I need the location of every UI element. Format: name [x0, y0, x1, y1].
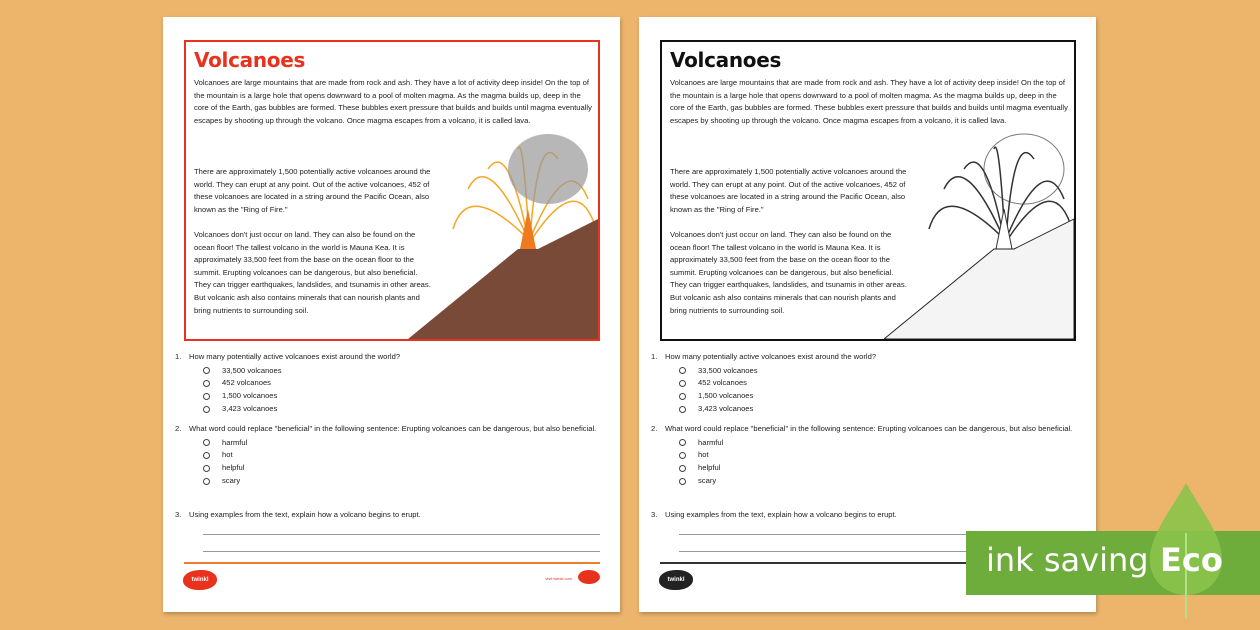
- question-text: How many potentially active volcanoes exist around the world?: [665, 352, 877, 361]
- option-label: scary: [222, 476, 241, 486]
- option-label: helpful: [698, 463, 721, 473]
- option[interactable]: [203, 403, 599, 416]
- option-label: 3,423 volcanoes: [222, 404, 278, 414]
- option[interactable]: [679, 475, 1075, 488]
- radio-button[interactable]: [679, 367, 686, 374]
- option-label: 33,500 volcanoes: [698, 365, 758, 375]
- question-1: [175, 351, 599, 416]
- question-3: [651, 509, 1075, 522]
- option-label: 3,423 volcanoes: [698, 404, 754, 414]
- option[interactable]: [203, 365, 599, 378]
- option-label: 452 volcanoes: [698, 378, 747, 388]
- reading-passage-box: [184, 40, 600, 341]
- worksheet-ink-saving: [639, 17, 1096, 612]
- eco-label: Eco: [1160, 541, 1223, 579]
- option[interactable]: [679, 365, 1075, 378]
- question-number: 2.: [175, 424, 182, 433]
- question-number: 1.: [175, 352, 182, 361]
- radio-button[interactable]: [203, 439, 210, 446]
- twinkl-logo-small: [578, 570, 600, 584]
- radio-button[interactable]: [203, 393, 210, 400]
- option-label: 1,500 volcanoes: [222, 391, 278, 401]
- option[interactable]: [679, 449, 1075, 462]
- radio-button[interactable]: [203, 367, 210, 374]
- twinkl-logo: twinkl: [659, 570, 693, 590]
- question-number: 3.: [651, 510, 658, 519]
- twinkl-logo: twinkl: [183, 570, 217, 590]
- paragraph: There are approximately 1,500 potentially active volcanoes around the world. They can erupt at any point. Out of the active volcanoes, 452 of these volcanoes are located in a string around the Pacific Ocean, also known as the "Ring of Fire.": [194, 167, 431, 214]
- paragraph: There are approximately 1,500 potentially active volcanoes around the world. They can erupt at any point. Out of the active volcanoes, 452 of these volcanoes are located in a string around the Pacific Ocean, also known as the "Ring of Fire.": [670, 167, 907, 214]
- option[interactable]: [203, 390, 599, 403]
- radio-button[interactable]: [203, 452, 210, 459]
- radio-button[interactable]: [679, 380, 686, 387]
- answer-line[interactable]: [203, 534, 600, 535]
- question-2: [651, 423, 1075, 488]
- question-text: Using examples from the text, explain how a volcano begins to erupt.: [665, 510, 897, 519]
- option[interactable]: [679, 437, 1075, 450]
- option[interactable]: [679, 390, 1075, 403]
- option-label: 1,500 volcanoes: [698, 391, 754, 401]
- radio-button[interactable]: [203, 406, 210, 413]
- option-label: hot: [698, 450, 709, 460]
- option-label: helpful: [222, 463, 245, 473]
- question-number: 1.: [651, 352, 658, 361]
- radio-button[interactable]: [203, 380, 210, 387]
- paragraph: Volcanoes are large mountains that are made from rock and ash. They have a lot of activity deep inside! On the top of the mountain is a large hole that opens downward to a pool of molten magma. As the magma builds up, deep in the core of the Earth, gas bubbles are formed. These bubbles exert pressure that builds and builds until magma eventually escapes by shooting up through the volcano. Once magma escapes from a volcano, it is called lava.: [194, 78, 592, 125]
- option[interactable]: [203, 475, 599, 488]
- ink-saving-label: ink saving: [986, 541, 1149, 579]
- option-label: 33,500 volcanoes: [222, 365, 282, 375]
- question-1: [651, 351, 1075, 416]
- question-number: 3.: [175, 510, 182, 519]
- footer-divider: [184, 562, 600, 564]
- option[interactable]: [203, 437, 599, 450]
- option[interactable]: [203, 449, 599, 462]
- volcano-illustration: [884, 109, 1074, 339]
- option-label: harmful: [222, 437, 248, 447]
- radio-button[interactable]: [203, 465, 210, 472]
- site-link: visit twinkl.com: [545, 576, 572, 581]
- option-label: hot: [222, 450, 233, 460]
- radio-button[interactable]: [679, 478, 686, 485]
- paragraph: Volcanoes don't just occur on land. They can also be found on the ocean floor! The tallest volcano in the world is Mauna Kea. It is approximately 33,500 feet from the base on the ocean floor to the summit. Erupting volcanoes can be dangerous, but also beneficial. They can trigger earthquakes, landslides, and tsunamis in other areas. But volcanic ash also contains minerals that can nourish plants and bring nutrients to surrounding soil.: [194, 230, 431, 315]
- volcano-illustration: [408, 109, 598, 339]
- radio-button[interactable]: [679, 406, 686, 413]
- question-text: How many potentially active volcanoes exist around the world?: [189, 352, 401, 361]
- radio-button[interactable]: [679, 465, 686, 472]
- reading-passage-box: [660, 40, 1076, 341]
- radio-button[interactable]: [203, 478, 210, 485]
- option[interactable]: [679, 377, 1075, 390]
- question-text: What word could replace "beneficial" in the following sentence: Erupting volcanoes can be dangerous, but also beneficial.: [665, 424, 1073, 433]
- option[interactable]: [203, 377, 599, 390]
- worksheet-title: Volcanoes: [194, 48, 306, 72]
- worksheet-title: Volcanoes: [670, 48, 782, 72]
- worksheet-color: [163, 17, 620, 612]
- option-label: harmful: [698, 437, 724, 447]
- radio-button[interactable]: [679, 393, 686, 400]
- question-3: [175, 509, 599, 522]
- question-number: 2.: [651, 424, 658, 433]
- option[interactable]: [679, 403, 1075, 416]
- option[interactable]: [203, 462, 599, 475]
- radio-button[interactable]: [679, 439, 686, 446]
- question-text: What word could replace "beneficial" in the following sentence: Erupting volcanoes can be dangerous, but also beneficial.: [189, 424, 597, 433]
- answer-line[interactable]: [203, 551, 600, 552]
- paragraph: Volcanoes don't just occur on land. They can also be found on the ocean floor! The tallest volcano in the world is Mauna Kea. It is approximately 33,500 feet from the base on the ocean floor to the summit. Erupting volcanoes can be dangerous, but also beneficial. They can trigger earthquakes, landslides, and tsunamis in other areas. But volcanic ash also contains minerals that can nourish plants and bring nutrients to surrounding soil.: [670, 230, 907, 315]
- option-label: scary: [698, 476, 717, 486]
- question-2: [175, 423, 599, 488]
- paragraph: Volcanoes are large mountains that are made from rock and ash. They have a lot of activity deep inside! On the top of the mountain is a large hole that opens downward to a pool of molten magma. As the magma builds up, deep in the core of the Earth, gas bubbles are formed. These bubbles exert pressure that builds and builds until magma eventually escapes by shooting up through the volcano. Once magma escapes from a volcano, it is called lava.: [670, 78, 1068, 125]
- question-text: Using examples from the text, explain how a volcano begins to erupt.: [189, 510, 421, 519]
- option-label: 452 volcanoes: [222, 378, 271, 388]
- radio-button[interactable]: [679, 452, 686, 459]
- option[interactable]: [679, 462, 1075, 475]
